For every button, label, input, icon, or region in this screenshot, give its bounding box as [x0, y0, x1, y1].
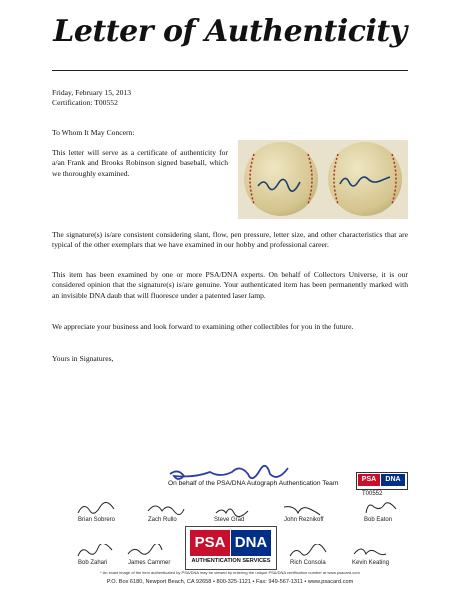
psa-label-text: PSA — [358, 474, 380, 486]
paragraph-4: We appreciate your business and look forward to examining other collectibles for you in the future. — [52, 322, 354, 331]
paragraph-1: This letter will serve as a certificate of authenticity for a/an Frank and Brooks Robinson signed baseball, which we thoroughly examined. — [52, 148, 228, 178]
signer-name: John Reznikoff — [284, 517, 324, 523]
signer-2 — [148, 517, 177, 523]
letter-title: Letter of Authenticity — [53, 14, 407, 49]
signer-8 — [290, 560, 326, 566]
signer-1 — [78, 517, 115, 523]
signer-name: Steve Grad — [214, 517, 245, 523]
letter-date: Friday, February 15, 2013 — [52, 88, 132, 97]
team-line: On behalf of the PSA/DNA Autograph Authentication Team — [168, 480, 339, 487]
signer-name: Zach Rullo — [148, 517, 177, 523]
signer-9 — [352, 560, 389, 566]
baseball-photo — [238, 140, 408, 219]
psa-dna-logo — [185, 526, 277, 570]
signer-5 — [364, 517, 392, 523]
signer-7 — [128, 560, 170, 566]
disclaimer: * An exact image of the item authenticated by PSA/DNA may be viewed by entering the unique PSA/DNA certification number at www.psacard.com — [100, 570, 360, 575]
letter-meta — [52, 88, 131, 108]
psa-dna-label — [356, 472, 408, 490]
signer-3 — [214, 517, 244, 523]
signer-name: Kevin Keating — [352, 560, 390, 566]
certification-number: Certification: T00552 — [52, 98, 118, 107]
signer-name: Rich Consola — [290, 560, 326, 566]
signer-6 — [78, 560, 107, 566]
logo-psa: PSA — [190, 530, 230, 556]
dna-label-text: DNA — [381, 474, 405, 486]
label-serial: T00552 — [362, 491, 383, 497]
logo-tagline: AUTHENTICATION SERVICES — [191, 558, 271, 564]
logo-dna: DNA — [231, 530, 271, 556]
paragraph-3: This item has been examined by one or more PSA/DNA experts. On behalf of Collectors Universe, it is our considered opinion that the signature(s) is/are genuine. Your authenticated item has been permanently marked with an invisible DNA daub that will fluoresce under a patented laser lamp. — [52, 270, 408, 300]
signer-name: Bob Eaton — [364, 517, 393, 523]
signer-name: Brian Sobrero — [78, 517, 116, 523]
signer-4 — [284, 517, 324, 523]
signer-name: James Cammer — [128, 560, 171, 566]
baseball-image-left — [244, 142, 318, 216]
baseball-image-right — [328, 142, 402, 216]
closing: Yours in Signatures, — [52, 354, 114, 363]
signer-name: Bob Zahari — [78, 560, 108, 566]
title-divider — [52, 70, 408, 71]
footer-address: P.O. Box 6180, Newport Beach, CA 92658 • 800-325-1121 • Fax: 949-567-1311 • www.psacard.com — [106, 579, 354, 585]
salutation: To Whom It May Concern: — [52, 128, 135, 137]
paragraph-2: The signature(s) is/are consistent considering slant, flow, pen pressure, letter size, and other characteristics that are typical of the other exemplars that we have examined in our hobby and professional career. — [52, 230, 408, 250]
